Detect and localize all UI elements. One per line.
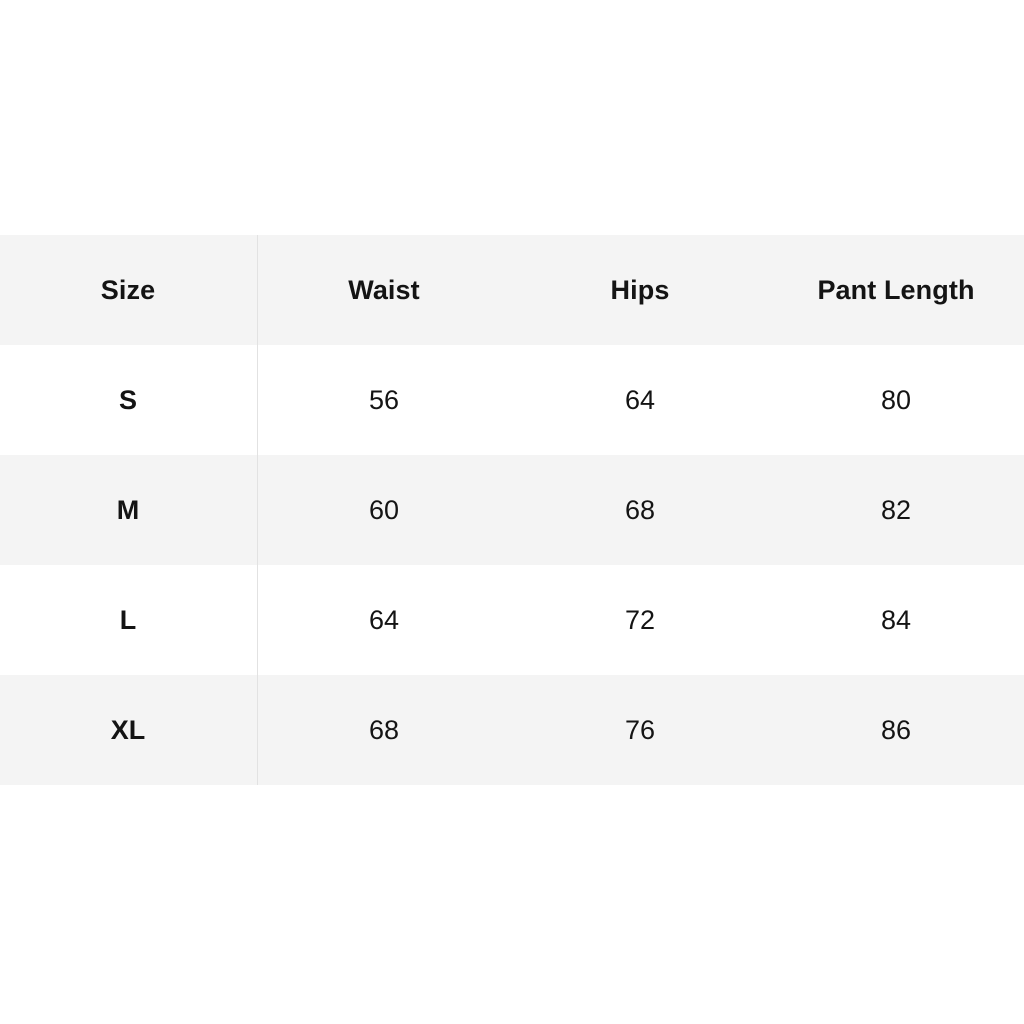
cell-pant-length: 80 <box>768 345 1024 455</box>
cell-hips: 64 <box>512 345 768 455</box>
cell-size: XL <box>0 675 256 785</box>
table-header <box>0 235 1024 345</box>
table-row <box>0 455 1024 565</box>
cell-size: S <box>0 345 256 455</box>
table-row <box>0 345 1024 455</box>
cell-waist: 68 <box>256 675 512 785</box>
cell-waist: 64 <box>256 565 512 675</box>
column-divider <box>257 235 258 785</box>
cell-waist: 60 <box>256 455 512 565</box>
column-header-pant-length: Pant Length <box>768 235 1024 345</box>
size-chart-table-container <box>0 235 1024 785</box>
table-body <box>0 345 1024 785</box>
size-chart-table <box>0 235 1024 785</box>
cell-hips: 72 <box>512 565 768 675</box>
cell-hips: 68 <box>512 455 768 565</box>
cell-pant-length: 84 <box>768 565 1024 675</box>
cell-pant-length: 86 <box>768 675 1024 785</box>
cell-pant-length: 82 <box>768 455 1024 565</box>
table-header-row <box>0 235 1024 345</box>
cell-size: L <box>0 565 256 675</box>
column-header-size: Size <box>0 235 256 345</box>
cell-size: M <box>0 455 256 565</box>
cell-hips: 76 <box>512 675 768 785</box>
column-header-hips: Hips <box>512 235 768 345</box>
cell-waist: 56 <box>256 345 512 455</box>
table-row <box>0 565 1024 675</box>
column-header-waist: Waist <box>256 235 512 345</box>
table-row <box>0 675 1024 785</box>
